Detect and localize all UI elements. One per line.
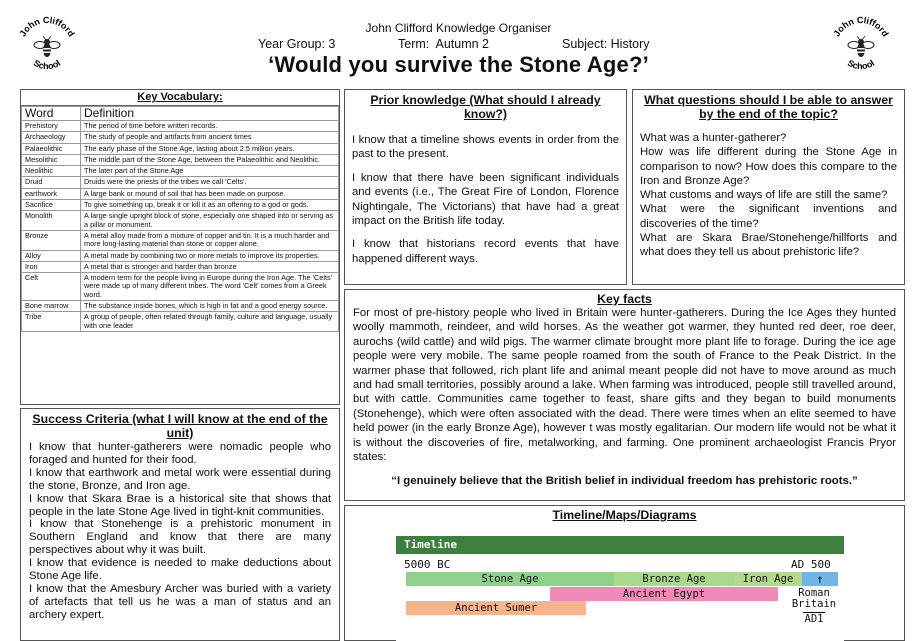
vocab-word: Monolith xyxy=(22,211,81,231)
vocab-definition: A modern term for the people living in Europe during the Iron Age. The 'Celts' were made up of many different tribes. The word 'Celt' comes from a Greek word. xyxy=(81,273,339,301)
segment-ancient-egypt: Ancient Egypt xyxy=(550,587,778,601)
roman-britain-label xyxy=(789,588,839,625)
page-title: ‘Would you survive the Stone Age?’ xyxy=(268,52,649,77)
vocab-definition: The study of people and artifacts from ancient times xyxy=(81,132,339,143)
vocab-row xyxy=(22,312,339,332)
vocab-row xyxy=(22,132,339,143)
success-criterion: I know that Stonehenge is a prehistoric monument in Southern England and know that there are many perspectives about why it was built. xyxy=(29,518,331,557)
timeline-bar-title: Timeline xyxy=(404,538,457,551)
segment-ancient-sumer: Ancient Sumer xyxy=(406,601,586,615)
questions-panel xyxy=(632,89,905,285)
vocab-definition: The later part of the Stone Age xyxy=(81,166,339,177)
vocab-definition: A large bank or mound of soil that has been made on purpose. xyxy=(81,188,339,199)
header xyxy=(0,0,917,86)
vocab-row xyxy=(22,200,339,211)
key-facts-body: For most of pre-history people who lived in Britain were hunter-gatherers. During the Ice Ages they hunted woolly mammoth, reindeer, and wild horses. As the weather got warmer, they hunted red deer, roe deer, aurochs (wild cattle) and wild pigs. The warmer climate brought more plant life to forage. During the ice age people were very mobile. The same people roamed from the south of France to the Peak District. In the warmer phase that followed, rich plant life and animal meant people did not have to move around as much and had small territories, possibly around a lake. When farming was introduced, people still travelled around, but with cattle. Communities came together to feast, share gifts and they began to build monuments (Stonehenge), which were often associated with the dead. There were times when an elite seemed to have held power (in the early Bronze Age), however t was mostly egalitarian. Our modern life would not be what it is without the discoveries of fire, metalworking, and farming. One prominent archaeologist Francis Pryor states: xyxy=(353,307,896,464)
vocab-row xyxy=(22,250,339,261)
vocab-word: Neolithic xyxy=(22,166,81,177)
vocab-col-definition: Definition xyxy=(81,107,339,121)
key-facts-title: Key facts xyxy=(597,292,652,306)
vocab-row xyxy=(22,154,339,165)
timeline-diagram xyxy=(396,536,844,641)
vocab-definition: To give something up, break it or kill it as an offering to a god or gods. xyxy=(81,200,339,211)
vocabulary-title: Key Vocabulary: xyxy=(21,90,339,106)
subject: Subject: History xyxy=(562,37,650,51)
logo-text-top: John Clifford xyxy=(17,14,77,39)
vocab-word: Archaeology xyxy=(22,132,81,143)
vocab-row xyxy=(22,230,339,250)
success-criteria-title: Success Criteria (what I will know at the end of the unit) xyxy=(32,412,328,440)
segment-stone-age: Stone Age xyxy=(406,572,614,586)
vocab-definition: The substance inside bones, which is high in fat and a good energy source. xyxy=(81,301,339,312)
vocab-row xyxy=(22,121,339,132)
vocab-col-word: Word xyxy=(22,107,81,121)
vocabulary-table xyxy=(21,106,339,332)
timeline-header-bar xyxy=(396,536,844,554)
logo-text-bottom: School xyxy=(31,57,63,72)
vocab-word: Bronze xyxy=(22,230,81,250)
logo-text-bottom: School xyxy=(845,57,877,72)
success-criterion: I know that earthwork and metal work were essential during the stone, Bronze, and Iron age. xyxy=(29,466,331,492)
roman-label-line2: Britain xyxy=(791,598,837,610)
success-criteria-panel xyxy=(20,408,340,641)
question-item: What are Skara Brae/Stonehenge/hillforts and what does they tell us about prehistoric life? xyxy=(640,232,897,259)
vocab-word: Mesolithic xyxy=(22,154,81,165)
timeline-section-title: Timeline/Maps/Diagrams xyxy=(552,508,697,522)
logo-text-top: John Clifford xyxy=(831,14,891,39)
vocab-definition: The period of time before written records. xyxy=(81,121,339,132)
success-criterion: I know that hunter-gatherers were nomadic people who foraged and hunted for their food. xyxy=(29,441,331,466)
vocab-definition: A metal alloy made from a mixture of copper and tin. It is a much harder and more long-lasting material than stone or copper alone. xyxy=(81,230,339,250)
vocab-definition: Druids were the priests of the tribes we call 'Celts'. xyxy=(81,177,339,188)
vocab-row xyxy=(22,166,339,177)
vocab-word: Druid xyxy=(22,177,81,188)
prior-knowledge-item: I know that historians record events that have happened different ways. xyxy=(352,238,619,265)
vocab-definition: A large single upright block of stone, especially one shaped into or serving as a pillar or monument. xyxy=(81,211,339,231)
ad1-label: AD1 xyxy=(804,613,824,625)
vocab-row xyxy=(22,143,339,154)
prior-knowledge-item: I know that there have been significant individuals and events (i.e., The Great Fire of London, Florence Nightingale, The Victorians) that have had a great impact on the British life today. xyxy=(352,171,619,228)
vocab-word: Bone marrow xyxy=(22,301,81,312)
vocab-row xyxy=(22,177,339,188)
prior-knowledge-item: I know that a timeline shows events in order from the past to the present. xyxy=(352,134,619,161)
question-item: What were the significant inventions and discoveries of the time? xyxy=(640,203,897,230)
question-item: How was life different during the Stone Age in comparison to now? How does this compare to the Iron and Bronze Age? xyxy=(640,146,897,187)
question-item: What customs and ways of life are still the same? xyxy=(640,189,888,202)
vocab-word: Prehistory xyxy=(22,121,81,132)
vocab-definition: A group of people, often related through family, culture and language, usually with one leader xyxy=(81,312,339,332)
key-facts-quote: “I genuinely believe that the British belief in individual freedom has prehistoric roots.” xyxy=(391,475,858,488)
vocab-word: Alloy xyxy=(22,250,81,261)
prior-knowledge-panel xyxy=(344,89,627,285)
vocab-word: Iron xyxy=(22,261,81,272)
timeline-start-label: 5000 BC xyxy=(404,558,451,571)
term: Term: Autumn 2 xyxy=(398,37,490,51)
vocab-word: earthwork xyxy=(22,188,81,199)
segment-iron-age: Iron Age xyxy=(734,572,802,586)
organiser-name: John Clifford Knowledge Organiser xyxy=(365,21,552,35)
question-item: What was a hunter-gatherer? xyxy=(640,132,787,144)
timeline-end-label: AD 500 xyxy=(791,558,831,571)
vocab-row xyxy=(22,188,339,199)
success-criterion: I know that Skara Brae is a historical site that shows that people in the late Stone Age lived in tight-knit communities. xyxy=(29,492,331,518)
roman-label-line1: Roman xyxy=(798,587,830,599)
vocab-row xyxy=(22,301,339,312)
vocab-row xyxy=(22,261,339,272)
questions-title: What questions should I be able to answer by the end of the topic? xyxy=(644,93,893,121)
segment-roman-britain xyxy=(802,572,838,586)
vocab-definition: A metal made by combining two or more metals to improve its properties. xyxy=(81,250,339,261)
vocab-word: Tribe xyxy=(22,312,81,332)
key-facts-panel xyxy=(344,289,905,501)
segment-bronze-age: Bronze Age xyxy=(614,572,734,586)
key-vocabulary-panel xyxy=(20,89,340,405)
success-criterion: I know that evidence is needed to make deductions about Stone Age life. xyxy=(29,557,331,583)
vocab-word: Celt xyxy=(22,273,81,301)
timeline-panel xyxy=(344,505,905,641)
vocab-row xyxy=(22,273,339,301)
up-arrow-icon: ↑ xyxy=(816,572,824,586)
vocab-definition: The middle part of the Stone Age, between the Palaeolithic and Neolithic. xyxy=(81,154,339,165)
success-criterion: I know that the Amesbury Archer was buried with a variety of artefacts that tell us he was a man of status and an archery expert. xyxy=(29,582,331,621)
prior-knowledge-title: Prior knowledge (What should I already know?) xyxy=(370,93,601,121)
vocab-definition: The early phase of the Stone Age, lasting about 2.5 million years. xyxy=(81,143,339,154)
vocab-definition: A metal that is stronger and harder than bronze xyxy=(81,261,339,272)
vocab-word: Sacrifice xyxy=(22,200,81,211)
year-group: Year Group: 3 xyxy=(258,37,336,51)
vocab-row xyxy=(22,211,339,231)
vocab-word: Palaeolithic xyxy=(22,143,81,154)
